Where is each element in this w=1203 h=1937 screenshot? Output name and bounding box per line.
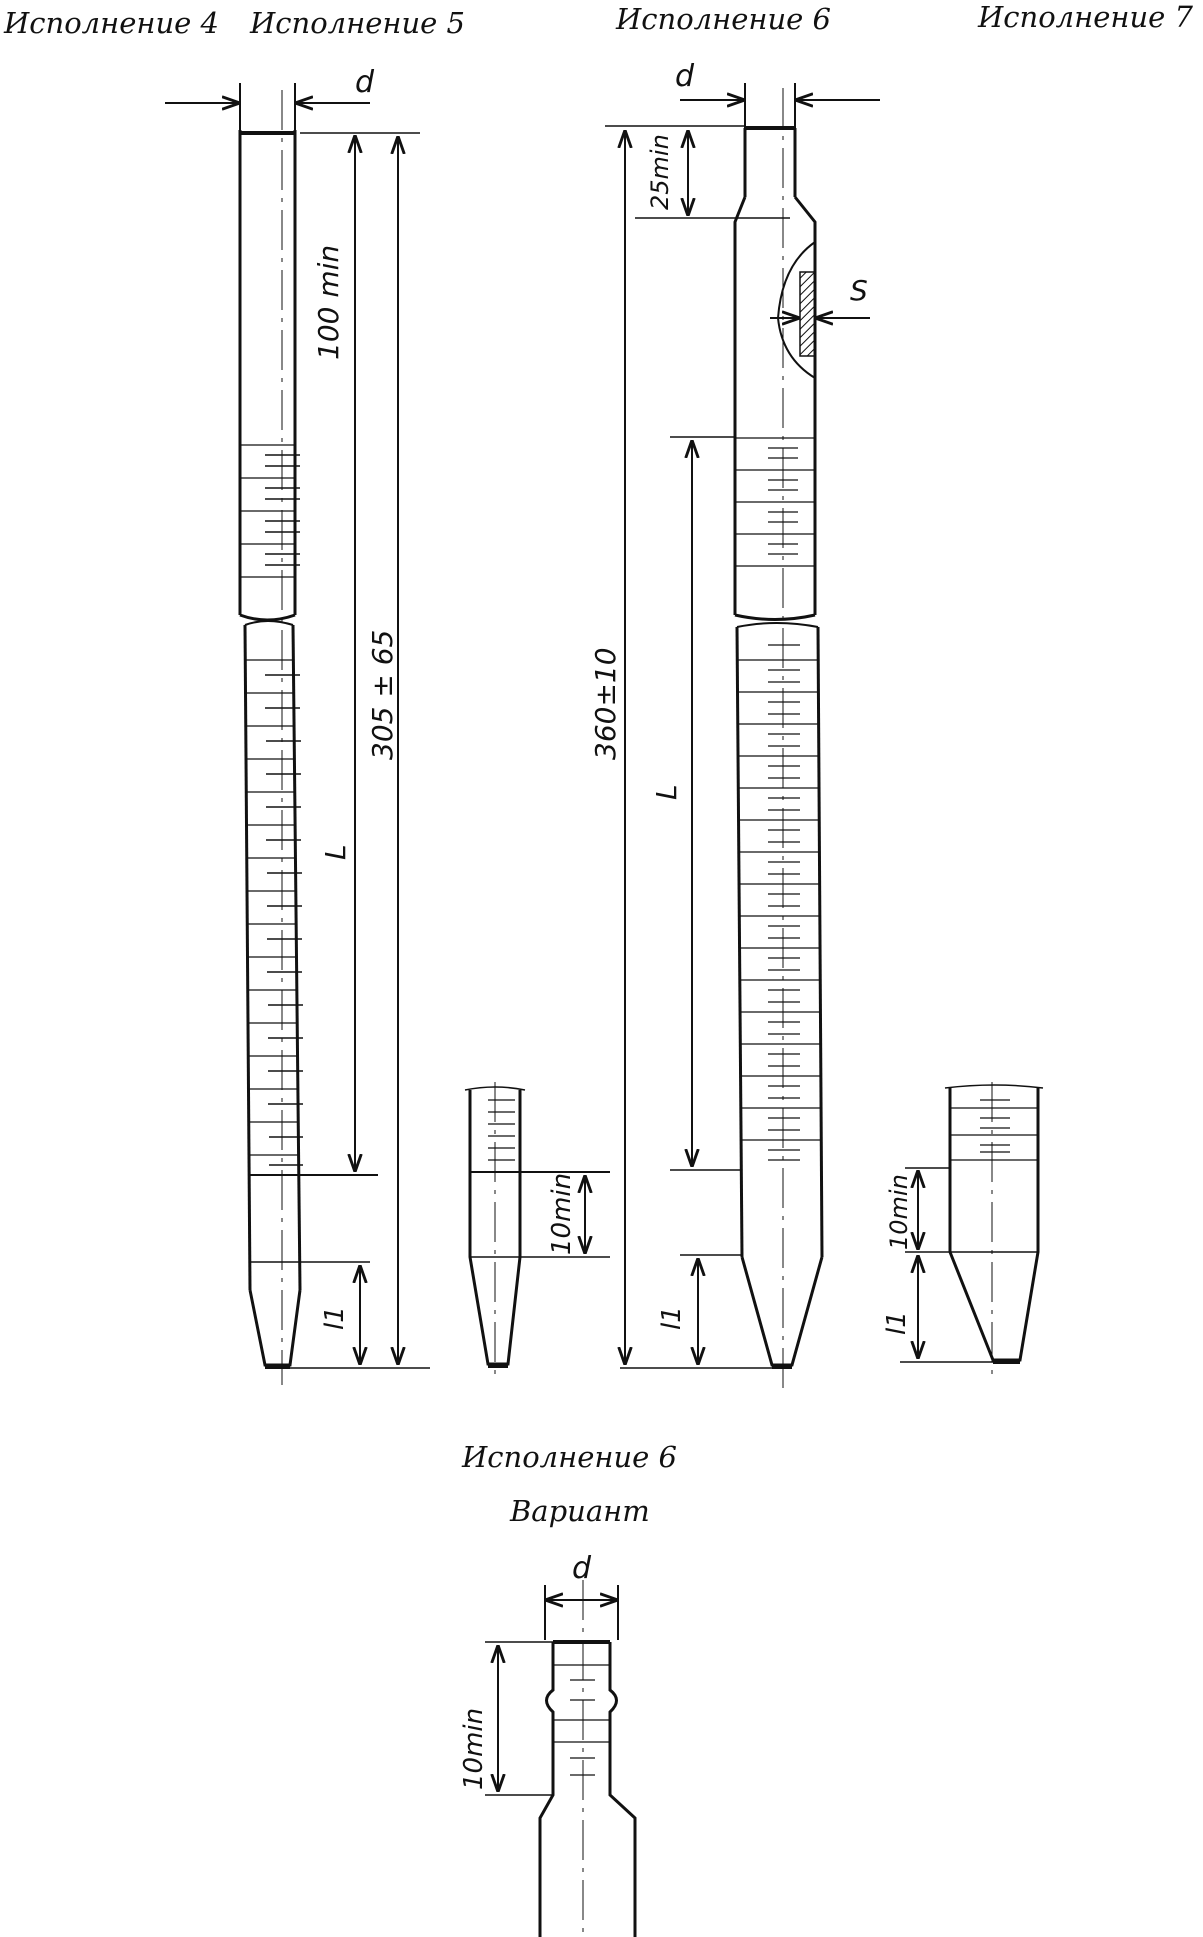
dim-10min-tip7: 10min [885, 1174, 913, 1250]
header-ispolnenie-4: Исполнение 4 [4, 6, 220, 40]
header-ispolnenie-6: Исполнение 6 [616, 2, 832, 36]
dim-10min-tip5: 10min [547, 1172, 577, 1255]
dim-25min: 25min [646, 134, 674, 210]
dim-d-variant: d [572, 1551, 592, 1586]
dim-l1-tip7: l1 [882, 1311, 912, 1335]
header-ispolnenie-7: Исполнение 7 [978, 0, 1194, 34]
dim-10min-variant: 10min [459, 1707, 489, 1790]
tip-detail-5 [465, 1082, 610, 1380]
tip-detail-7 [900, 1082, 1043, 1375]
pipette-right [605, 83, 880, 1390]
dim-360: 360±10 [589, 647, 622, 760]
dim-d-left: d [355, 65, 375, 100]
variant-title: Исполнение 6 [462, 1440, 678, 1474]
dim-l1-right: l1 [657, 1306, 687, 1330]
dim-305: 305 ± 65 [366, 629, 399, 760]
variant-subtitle: Вариант [510, 1494, 650, 1528]
dim-L-left: L [319, 844, 352, 860]
dim-l1-left: l1 [320, 1306, 350, 1330]
variant-drawing [485, 1580, 635, 1937]
dim-d-right: d [675, 59, 695, 94]
dim-S: S [850, 274, 868, 307]
header-ispolnenie-5: Исполнение 5 [250, 6, 466, 40]
dim-L-right: L [650, 784, 683, 800]
dim-100min: 100 min [312, 244, 345, 360]
